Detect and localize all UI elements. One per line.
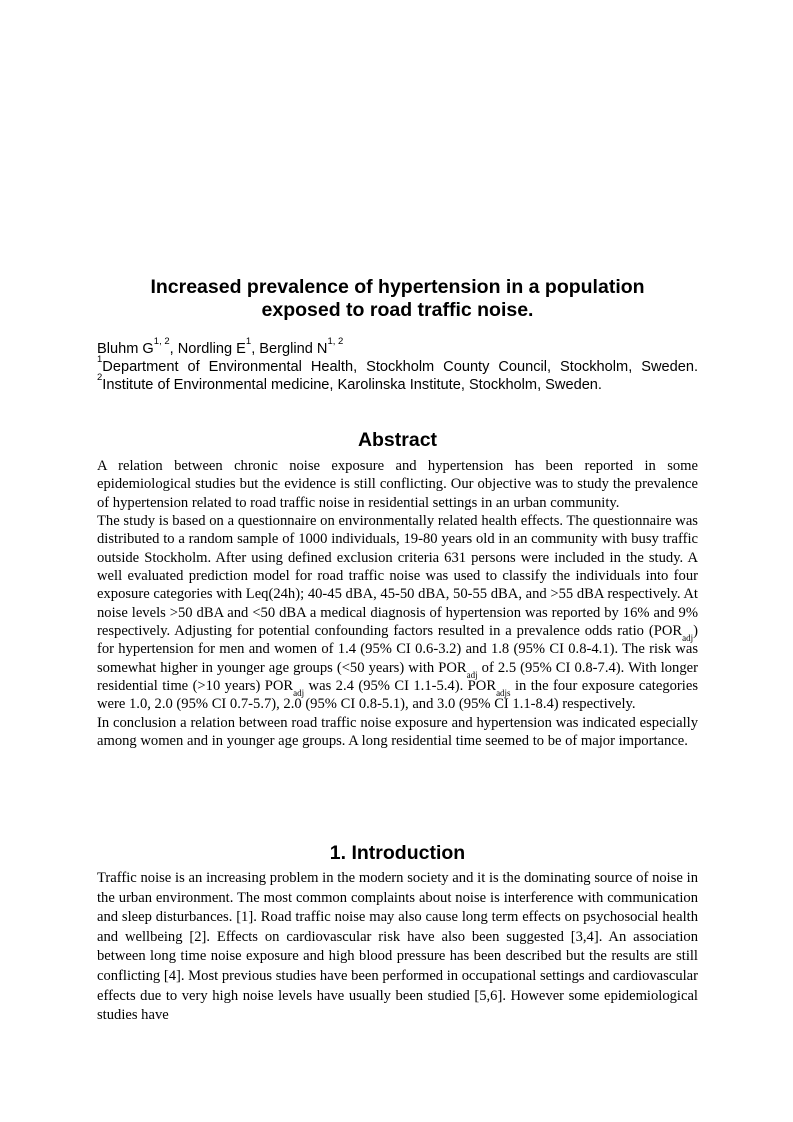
affiliation-2: Institute of Environmental medicine, Karolinska Institute, Stockholm, Sweden. [102,377,602,394]
author-separator: , [251,341,260,357]
abstract-text-segment: was 2.4 (95% CI 1.1-5.4). POR [304,678,497,695]
introduction-paragraph: Traffic noise is an increasing problem in the modern society and it is the dominating source of noise in the urban environment. The most common complaints about noise is interference with communication and sleep disturbances. [1]. Road traffic noise may also cause long term effects on psychosocial health and wellbeing [2]. Effects on cardiovascular risk have also been suggested [3,4]. An association between long time noise exposure and high blood pressure has been described but the results are still conflicting [4]. Most previous studies have been performed in occupational settings and cardiovascular effects due to very high noise levels have usually been studied [5,6]. However some epidemiological studies have [97,870,699,1024]
abstract-text-segment: of 2.5 (95% CI 0.8-7.4). With longer residential time (>10 years) POR [97,659,698,695]
abstract-text-segment: ) for hypertension for men and women of 1.4 (95% CI 0.6-3.2) and 1.8 (95% CI 0.8-4.1). The risk was somewhat higher in younger age groups (<50 years) with POR [97,623,698,676]
subscript-adjs: adjs [496,688,511,699]
paper-title [97,276,698,322]
title-line-1: Increased prevalence of hypertension in a population [150,276,645,298]
author-list [97,336,698,358]
affiliation-1: Department of Environmental Health, Stockholm County Council, Stockholm, Sweden. [102,359,698,375]
abstract-text-segment: in the four exposure categories were 1.0, 2.0 (95% CI 0.7-5.7), 2.0 (95% CI 0.8-5.1), and 3.0 (95% CI 1.1-8.4) respectively. [97,678,698,713]
abstract-paragraph-2 [97,512,698,714]
author-3-affiliation-mark: 1, 2 [327,336,344,347]
subscript-adj: adj [682,633,694,644]
author-2: Nordling E [177,341,246,357]
abstract-paragraph-1: A relation between chronic noise exposure and hypertension has been reported in some epidemiological studies but the evidence is still conflicting. Our objective was to study the prevalence of hypertension related to road traffic noise in residential settings in an urban community. [97,458,698,511]
subscript-adj: adj [293,688,305,699]
introduction-heading: 1. Introduction [329,842,466,864]
title-line-2: exposed to road traffic noise. [261,299,534,321]
author-1: Bluhm G [97,341,154,357]
affiliation-1-mark: 1 [97,354,103,365]
abstract-text-segment: The study is based on a questionnaire on environmentally related health effects. The questionnaire was distributed to a random sample of 1000 individuals, 19-80 years old in an community with busy traffic outside Stockholm. After using defined exclusion criteria 631 persons were included in the study. A well evaluated prediction model for road traffic noise was used to classify the individuals into four exposure categories with Leq(24h); 40-45 dBA, 45-50 dBA, 50-55 dBA, and >55 dBA respectively. At noise levels >50 dBA and <50 dBA a medical diagnosis of hypertension was reported by 16% and 9% respectively. Adjusting for potential confounding factors resulted in a prevalence odds ratio (POR [97,513,698,640]
abstract-body [97,457,698,751]
affiliations [97,354,698,394]
author-separator: , [169,341,178,357]
author-3: Berglind N [259,341,328,357]
abstract-heading: Abstract [357,429,438,451]
author-2-affiliation-mark: 1 [245,336,252,347]
author-1-affiliation-mark: 1, 2 [153,336,170,347]
introduction-body [97,869,698,1026]
affiliation-2-mark: 2 [97,372,103,384]
subscript-adj: adj [466,670,478,681]
abstract-paragraph-3: In conclusion a relation between road traffic noise exposure and hypertension was indicated especially among women and in younger age groups. A long residential time seemed to be of major importance. [97,714,698,750]
